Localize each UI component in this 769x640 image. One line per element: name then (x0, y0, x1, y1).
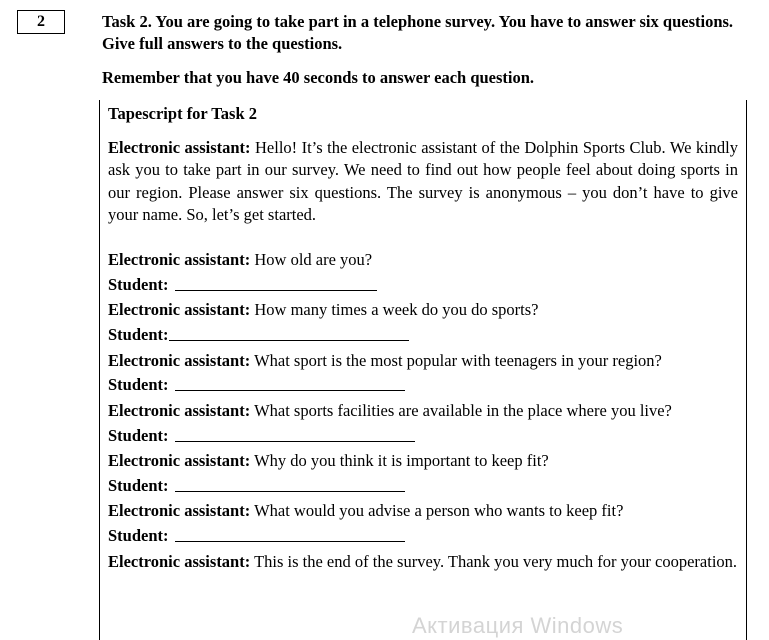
assistant-label: Electronic assistant: (108, 351, 251, 370)
assistant-label: Electronic assistant: (108, 450, 251, 470)
assistant-question-6 (108, 498, 738, 523)
windows-activation-watermark: Активация Windows (412, 613, 624, 638)
question-text: How many times a week do you do sports? (254, 300, 539, 319)
answer-blank-5 (175, 491, 405, 492)
task-instruction: Task 2. You are going to take part in a telephone survey. You have to answer six questions. Give full answers to the questions. (102, 12, 734, 53)
intro-paragraph (108, 137, 738, 226)
assistant-question-3 (108, 347, 738, 372)
answer-blank-1 (175, 290, 377, 291)
answer-blank-3 (175, 390, 405, 391)
assistant-label: Electronic assistant: (108, 250, 251, 269)
assistant-label: Electronic assistant: (108, 401, 251, 421)
student-answer-1 (108, 272, 738, 297)
assistant-question-2 (108, 297, 738, 322)
question-text: How old are you? (254, 250, 373, 269)
student-answer-2 (108, 322, 738, 347)
closing-text: This is the end of the survey. Thank you very much for your cooperation. (254, 551, 738, 571)
student-label: Student: (108, 525, 169, 545)
question-text: What sports facilities are available in the place where you live? (254, 401, 672, 421)
survey-dialogue (108, 247, 738, 573)
student-label: Student: (108, 475, 169, 495)
assistant-question-1 (108, 247, 738, 272)
time-reminder: Remember that you have 40 seconds to answer each question. (102, 68, 535, 87)
student-answer-4 (108, 423, 738, 448)
tapescript-title: Tapescript for Task 2 (108, 104, 257, 123)
student-label: Student: (108, 275, 169, 294)
student-label: Student: (108, 375, 169, 395)
intro-speaker: Electronic assistant: (108, 138, 251, 157)
student-label: Student: (108, 425, 169, 445)
assistant-closing (108, 548, 738, 573)
answer-blank-4 (175, 441, 415, 442)
assistant-question-5 (108, 448, 738, 473)
task-number-box: 2 (17, 10, 65, 34)
student-answer-3 (108, 372, 738, 397)
assistant-label: Electronic assistant: (108, 551, 251, 571)
answer-blank-2 (169, 340, 409, 341)
assistant-label: Electronic assistant: (108, 300, 251, 319)
student-answer-5 (108, 473, 738, 498)
question-text: Why do you think it is important to keep fit? (254, 450, 549, 470)
question-text: What would you advise a person who wants to keep fit? (254, 500, 624, 520)
student-answer-6 (108, 523, 738, 548)
student-label: Student: (108, 325, 169, 344)
answer-blank-6 (175, 541, 405, 542)
assistant-question-4 (108, 397, 738, 422)
intro-text: Hello! It’s the electronic assistant of the Dolphin Sports Club. We kindly ask you to take part in our survey. We need to find out how people feel about doing sports in our region. Please answer six questions. The survey is anonymous – you don’t have to give your name. So, let’s get started. (108, 138, 738, 224)
question-text: What sport is the most popular with teenagers in your region? (254, 351, 662, 370)
assistant-label: Electronic assistant: (108, 500, 251, 520)
